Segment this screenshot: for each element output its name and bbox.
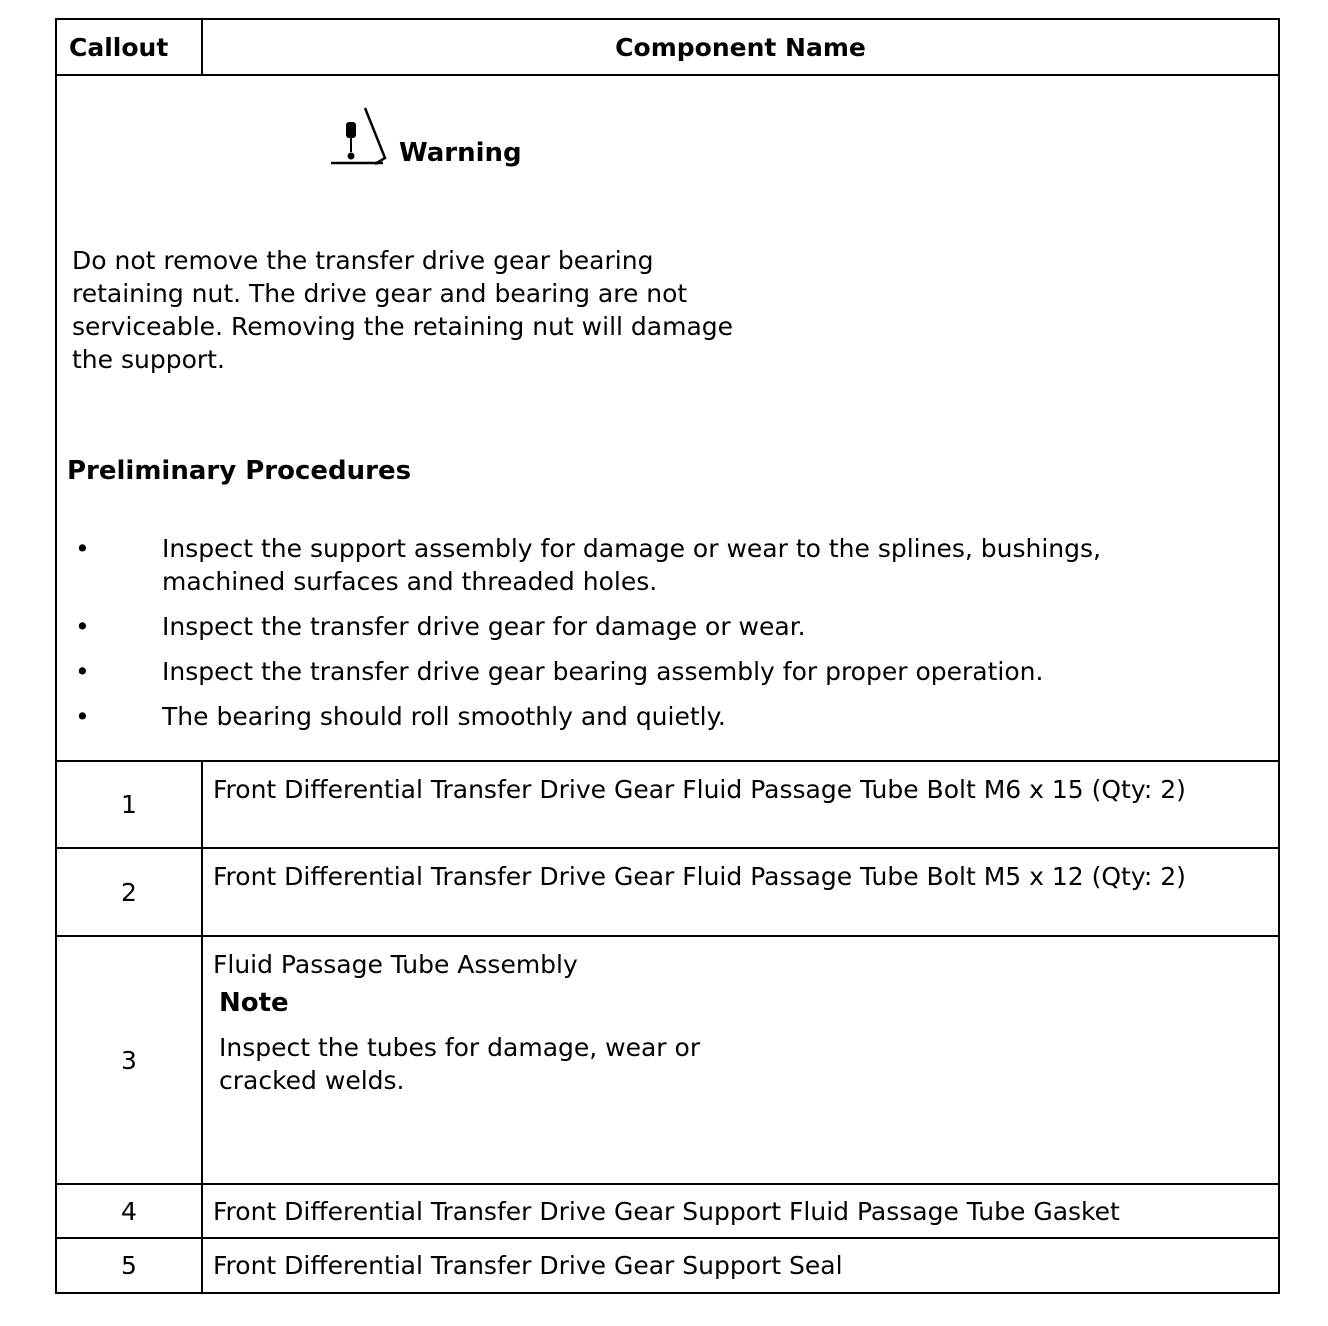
table-row <box>57 937 1278 1185</box>
component-name-column-header: Component Name <box>615 32 866 62</box>
component-name: Fluid Passage Tube Assembly <box>213 950 578 979</box>
component-name: Front Differential Transfer Drive Gear Support Fluid Passage Tube Gasket <box>213 1196 1120 1226</box>
list-item: • Inspect the support assembly for damage or wear to the splines, bushings, machined surfaces and threaded holes. <box>75 534 1101 596</box>
table-row <box>57 1185 1278 1239</box>
callout-number: 5 <box>57 1239 203 1292</box>
warning-hand-icon <box>329 106 387 168</box>
intro-section <box>57 76 1278 762</box>
list-item: • The bearing should roll smoothly and quietly. <box>75 702 726 731</box>
preliminary-procedures-title: Preliminary Procedures <box>67 456 412 486</box>
bullet-icon: • <box>75 534 90 563</box>
callout-number: 1 <box>57 762 203 847</box>
component-table <box>55 18 1280 1294</box>
callout-number: 3 <box>57 937 203 1183</box>
callout-number: 2 <box>57 849 203 935</box>
bullet-icon: • <box>75 612 90 641</box>
table-header-row <box>57 20 1278 76</box>
note-title: Note <box>219 988 289 1018</box>
component-name: Front Differential Transfer Drive Gear Fluid Passage Tube Bolt M5 x 12 (Qty: 2) <box>213 862 1186 891</box>
table-row <box>57 762 1278 849</box>
note-text: Inspect the tubes for damage, wear or cracked welds. <box>219 1033 701 1095</box>
warning-heading <box>329 106 522 168</box>
bullet-icon: • <box>75 702 90 731</box>
component-name: Front Differential Transfer Drive Gear Fluid Passage Tube Bolt M6 x 15 (Qty: 2) <box>213 775 1186 804</box>
table-row <box>57 1239 1278 1292</box>
callout-column-header: Callout <box>57 20 203 74</box>
bullet-icon: • <box>75 657 90 686</box>
component-name: Front Differential Transfer Drive Gear Support Seal <box>213 1251 843 1280</box>
table-row <box>57 849 1278 937</box>
preliminary-procedures-list <box>67 532 1167 745</box>
warning-text: Do not remove the transfer drive gear bearing retaining nut. The drive gear and bearing are not serviceable. Removing the retaining nut will damage the support. <box>72 246 734 374</box>
component-cell <box>203 937 1278 1183</box>
warning-title: Warning <box>399 138 522 168</box>
list-item: • Inspect the transfer drive gear bearing assembly for proper operation. <box>75 657 1044 686</box>
callout-number: 4 <box>57 1185 203 1237</box>
list-item: • Inspect the transfer drive gear for damage or wear. <box>75 612 806 641</box>
